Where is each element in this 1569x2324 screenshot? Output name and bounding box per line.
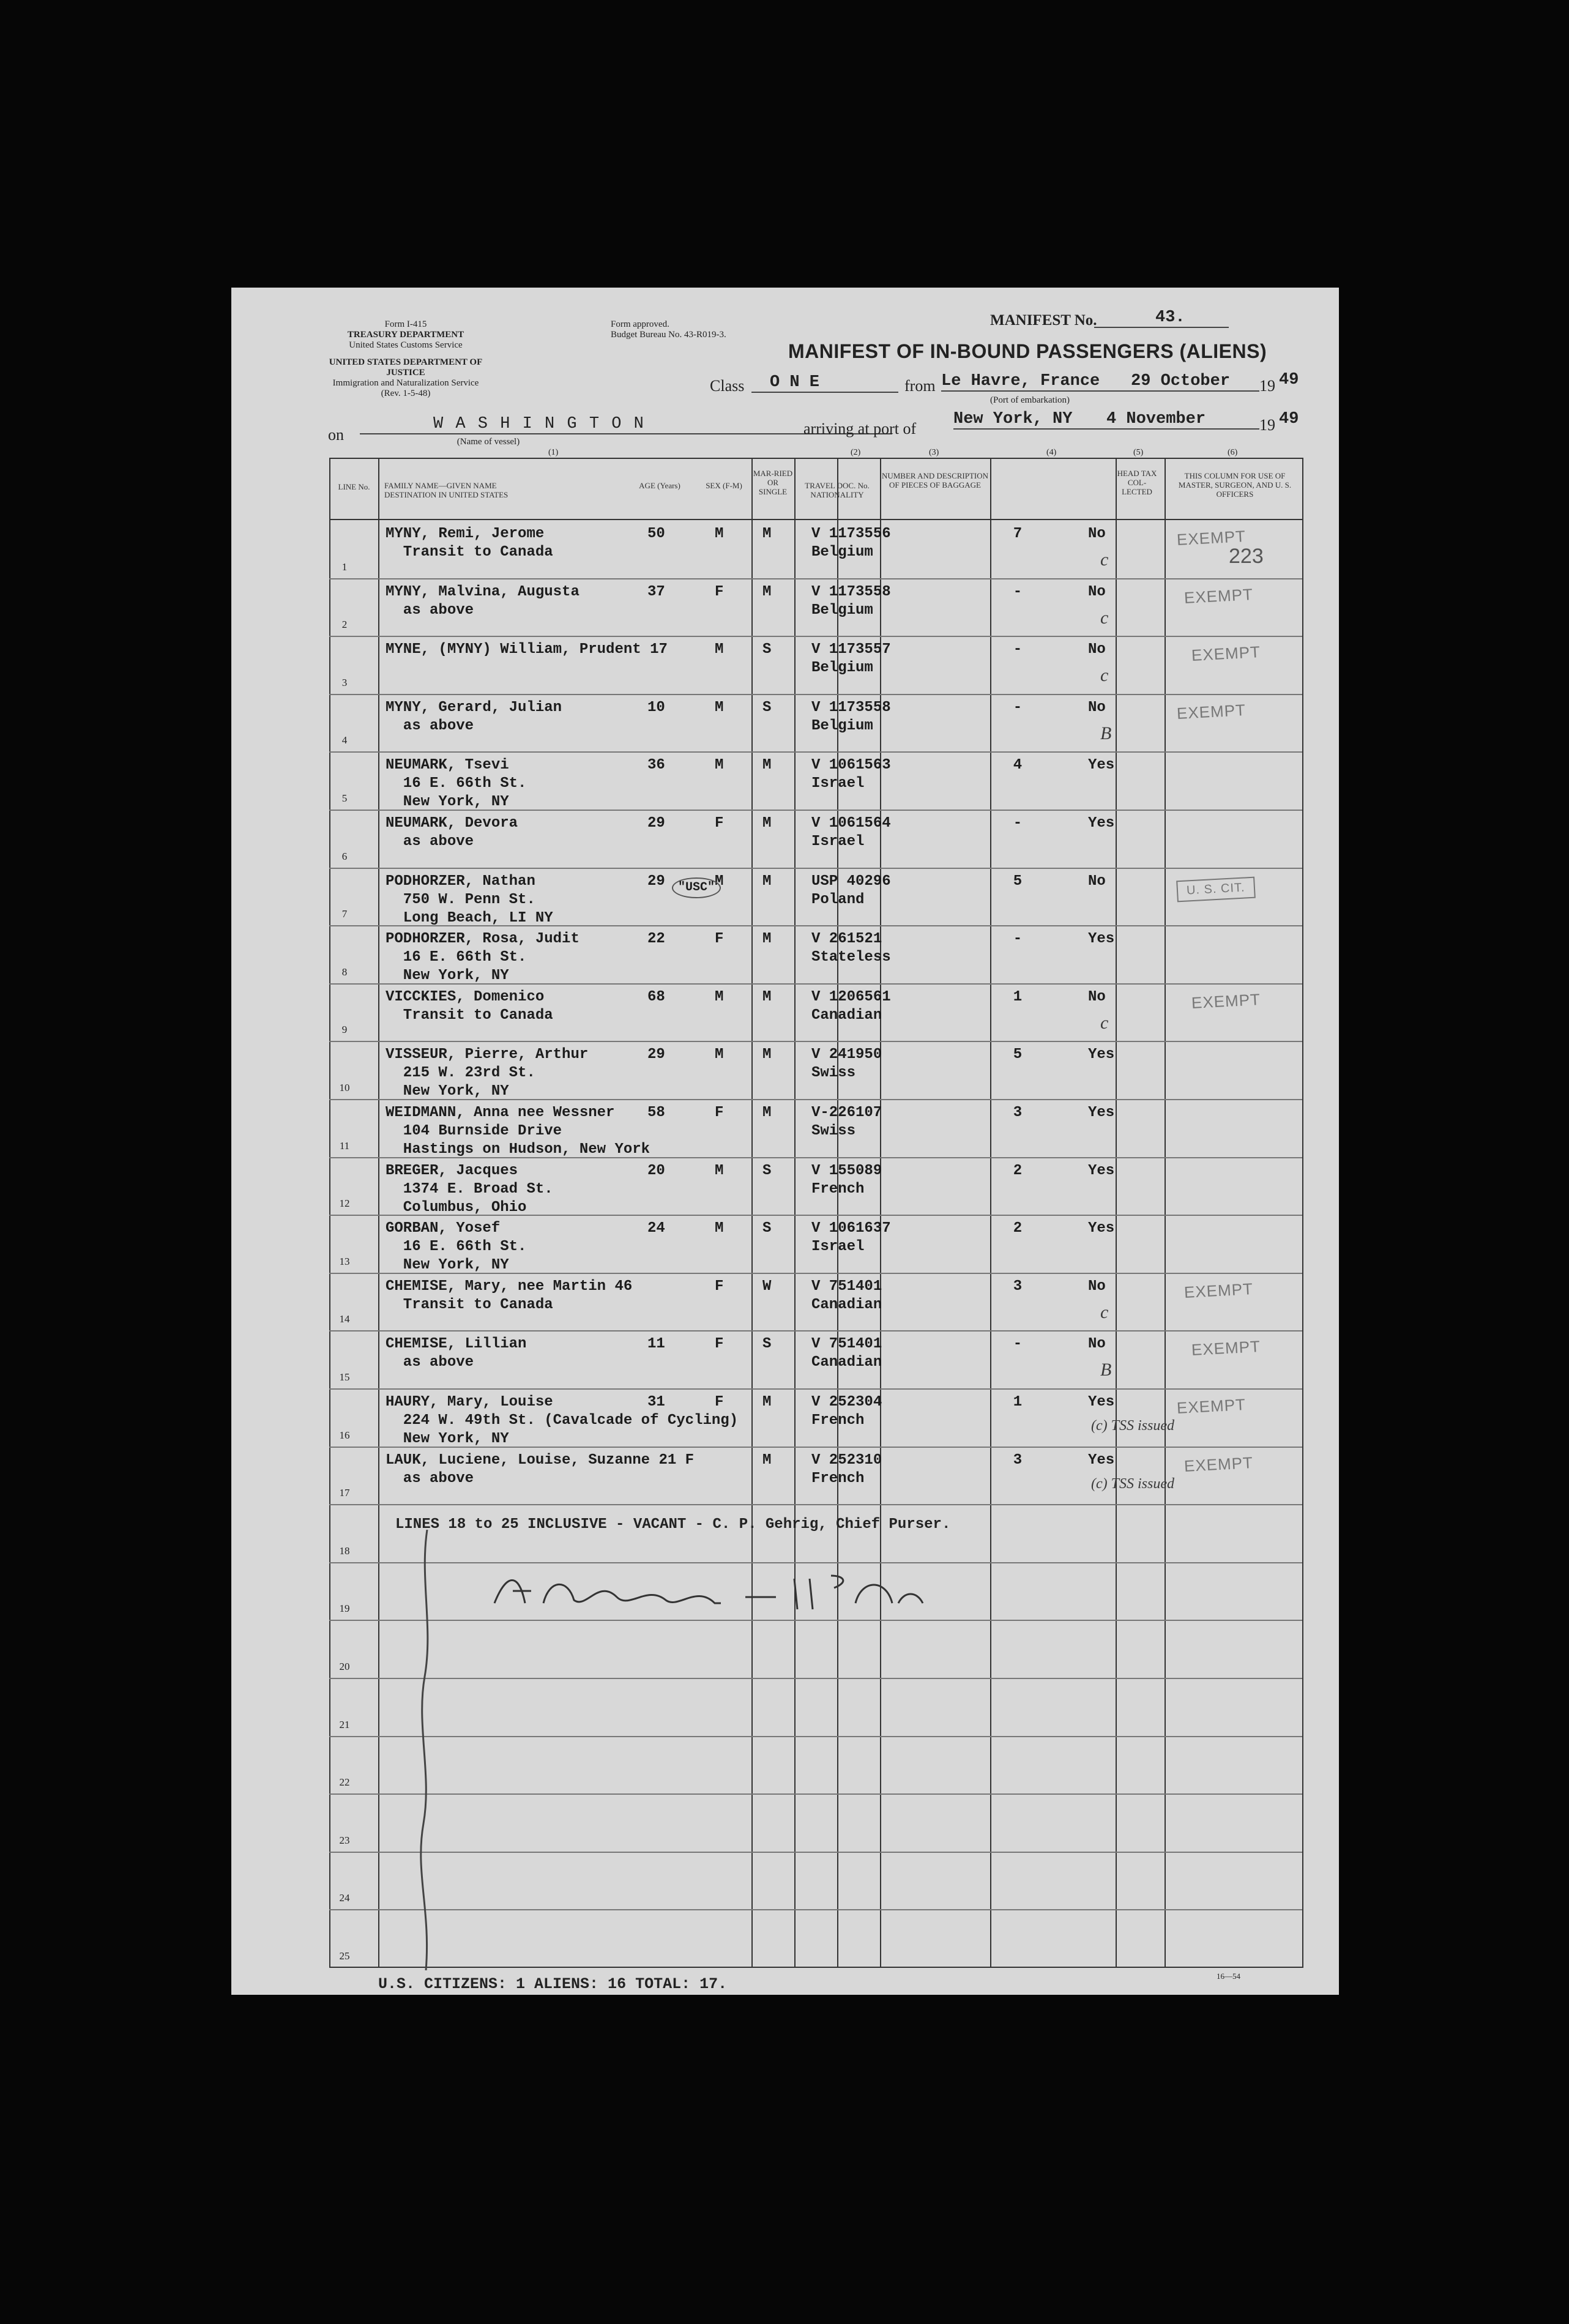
row-divider [329, 694, 1302, 695]
head-tax: Yes [1088, 1394, 1115, 1410]
row-divider [329, 1678, 1302, 1679]
year-prefix-2: 19 [1259, 416, 1275, 434]
passenger-age: 36 [647, 757, 665, 774]
line-number: 10 [339, 1082, 350, 1093]
vacant-lines-note: LINES 18 to 25 INCLUSIVE - VACANT - C. P. Gehrig, Chief Purser. [395, 1516, 951, 1533]
passenger-name: MYNY, Gerard, Julian as above [386, 699, 562, 734]
col-number-3: (3) [929, 448, 939, 457]
marital-status: M [762, 1104, 772, 1121]
passenger-name: GORBAN, Yosef 16 E. 66th St. New York, NY [386, 1220, 527, 1274]
passenger-age: 31 [647, 1394, 665, 1410]
travel-doc: V 252310 French [811, 1451, 882, 1487]
exempt-stamp: EXEMPT [1176, 1395, 1247, 1417]
line-number: 4 [341, 734, 348, 747]
travel-doc: V 1061564 Israel [811, 815, 891, 850]
travel-doc: USP 40296 Poland [811, 873, 891, 908]
passenger-name: VICCKIES, Domenico Transit to Canada [386, 988, 553, 1024]
travel-doc: V 252304 French [811, 1394, 882, 1429]
travel-doc: V 261521 Stateless [811, 931, 891, 966]
form-header-justice [323, 357, 488, 399]
col-divider [1165, 458, 1166, 1968]
col-divider [990, 458, 991, 1968]
marital-status: M [762, 1394, 772, 1410]
officer-mark: c [1100, 607, 1109, 628]
officer-mark: B [1100, 723, 1112, 743]
travel-doc: V 751401 Canadian [811, 1336, 882, 1371]
row-divider [329, 1793, 1302, 1795]
head-tax: No [1088, 988, 1106, 1005]
class-value: O N E [751, 373, 898, 393]
baggage-count: - [1013, 931, 1023, 948]
passenger-sex: F [715, 583, 724, 600]
ins-service: Immigration and Naturalization Service [332, 378, 479, 388]
passenger-name: BREGER, Jacques 1374 E. Broad St. Columbus, Ohio [386, 1162, 553, 1216]
citizen-annotation: "USC" [672, 877, 721, 898]
head-tax: Yes [1088, 815, 1115, 832]
travel-doc: V 155089 French [811, 1162, 882, 1197]
baggage-count: 4 [1013, 757, 1023, 774]
col-divider [751, 458, 753, 1968]
line-number: 18 [339, 1544, 350, 1557]
col-number-5: (5) [1133, 448, 1144, 457]
exempt-stamp: EXEMPT [1191, 989, 1261, 1012]
treasury-dept: TREASURY DEPARTMENT [347, 330, 464, 340]
marital-status: S [762, 699, 772, 716]
baggage-count: 7 [1013, 526, 1023, 542]
row-divider [329, 578, 1302, 579]
col-number-1: (1) [548, 448, 559, 457]
line-number: 9 [341, 1024, 348, 1036]
line-number: 5 [341, 792, 348, 804]
passenger-sex: F [715, 815, 724, 832]
passenger-name: NEUMARK, Devora as above [386, 815, 518, 850]
passenger-sex: M [715, 1162, 724, 1179]
travel-doc: V 1173558 Belgium [811, 583, 891, 619]
col-divider [880, 458, 881, 1968]
embarkation-port: Le Havre, France [941, 372, 1119, 392]
passenger-name: MYNY, Remi, Jerome Transit to Canada [386, 526, 553, 561]
line-number: 24 [339, 1892, 350, 1904]
footer-totals: U.S. CITIZENS: 1 ALIENS: 16 TOTAL: 17. [378, 1975, 728, 1993]
baggage-count: 1 [1013, 988, 1023, 1005]
col-divider [794, 458, 796, 1968]
passenger-age: 50 [647, 526, 665, 542]
passenger-age: 22 [647, 931, 665, 948]
passenger-name: MYNY, Malvina, Augusta as above [386, 583, 580, 619]
officer-mark: c [1100, 665, 1109, 686]
baggage-count: 5 [1013, 873, 1023, 890]
head-tax: No [1088, 583, 1106, 600]
row-divider [329, 1852, 1302, 1853]
officer-mark: c [1100, 549, 1109, 570]
head-tax: Yes [1088, 1451, 1115, 1469]
manifest-page [231, 288, 1339, 1995]
travel-doc: V 751401 Canadian [811, 1278, 882, 1313]
line-number: 8 [341, 966, 348, 978]
travel-doc: V 1173558 Belgium [811, 699, 891, 734]
passenger-name: HAURY, Mary, Louise 224 W. 49th St. (Cavalcade of Cycling) New York, NY [386, 1394, 739, 1447]
embarkation-date: 29 October [1119, 372, 1259, 392]
line-number: 1 [341, 561, 348, 573]
row-divider [329, 1562, 1302, 1563]
passenger-age: 20 [647, 1162, 665, 1179]
row-divider [329, 1330, 1302, 1331]
passenger-age: 10 [647, 699, 665, 716]
arriving-label: arriving at port of [803, 420, 917, 438]
marital-status: S [762, 641, 772, 658]
passenger-name: NEUMARK, Tsevi 16 E. 66th St. New York, NY [386, 757, 527, 811]
line-number: 20 [339, 1661, 350, 1672]
passenger-sex: M [715, 873, 724, 890]
line-number: 23 [339, 1834, 350, 1846]
head-tax: No [1088, 641, 1106, 658]
baggage-count: 2 [1013, 1162, 1023, 1179]
passenger-name: PODHORZER, Nathan 750 W. Penn St. Long Beach, LI NY [386, 873, 553, 926]
passenger-sex: M [715, 526, 724, 542]
col-header-sex: SEX (F-M) [706, 481, 742, 490]
line-number: 3 [341, 676, 348, 688]
baggage-count: 3 [1013, 1104, 1023, 1121]
manifest-no-label: MANIFEST No. [990, 312, 1097, 329]
head-tax: Yes [1088, 1104, 1115, 1121]
head-tax: Yes [1088, 757, 1115, 774]
travel-doc: V-226107 Swiss [811, 1104, 882, 1139]
col-number-6: (6) [1228, 448, 1238, 457]
passenger-name: VISSEUR, Pierre, Arthur 215 W. 23rd St. New York, NY [386, 1046, 589, 1100]
col-divider [837, 458, 838, 1968]
row-divider [329, 1504, 1302, 1505]
marital-status: M [762, 583, 772, 600]
passenger-sex: M [715, 641, 724, 658]
passenger-age: 29 [647, 873, 665, 890]
line-number: 22 [339, 1776, 350, 1789]
line-number: 11 [339, 1139, 350, 1152]
head-tax: No [1088, 1336, 1106, 1353]
passenger-sex: F [715, 1104, 724, 1121]
col-header-baggage: NUMBER AND DESCRIPTION OF PIECES OF BAGGAGE [881, 471, 989, 490]
passenger-name: CHEMISE, Lillian as above [386, 1336, 527, 1371]
line-number: 12 [339, 1197, 350, 1210]
approval-note [611, 319, 794, 340]
passenger-sex: M [715, 1046, 724, 1063]
passenger-sex: M [715, 699, 724, 716]
passenger-sex: F [715, 1394, 724, 1410]
revision-date: (Rev. 1-5-48) [381, 389, 431, 398]
row-divider [329, 636, 1302, 637]
marital-status: S [762, 1220, 772, 1237]
row-divider [329, 1736, 1302, 1737]
baggage-count: - [1013, 1336, 1023, 1353]
baggage-count: - [1013, 583, 1023, 600]
line-number: 17 [339, 1487, 350, 1499]
line-number: 19 [339, 1603, 350, 1615]
exempt-stamp: EXEMPT [1183, 1279, 1254, 1302]
marital-status: M [762, 931, 772, 948]
exempt-stamp: EXEMPT [1183, 1453, 1254, 1475]
officer-mark: c [1100, 1012, 1109, 1033]
exempt-stamp: EXEMPT [1191, 642, 1261, 665]
line-number: 6 [341, 850, 348, 862]
form-header-left [323, 319, 488, 351]
col-divider [378, 458, 379, 1968]
marital-status: M [762, 526, 772, 542]
exempt-stamp: EXEMPT [1176, 527, 1247, 549]
officer-mark: B [1100, 1360, 1112, 1380]
baggage-count: 2 [1013, 1220, 1023, 1237]
officer-mark: c [1100, 1302, 1109, 1322]
footer-code: 16—54 [1217, 1972, 1240, 1981]
passenger-name: PODHORZER, Rosa, Judit 16 E. 66th St. New York, NY [386, 931, 580, 985]
passenger-name: CHEMISE, Mary, nee Martin 46 Transit to Canada [386, 1278, 633, 1313]
officer-mark: (c) TSS issued [1091, 1475, 1174, 1492]
travel-doc: V 1206561 Canadian [811, 988, 891, 1024]
inspector-signature [488, 1566, 929, 1628]
line-number: 25 [339, 1950, 350, 1962]
year-1: 49 [1279, 371, 1299, 389]
head-tax: No [1088, 1278, 1106, 1295]
passenger-sex: M [715, 1220, 724, 1237]
manifest-title: MANIFEST OF IN-BOUND PASSENGERS (ALIENS) [788, 340, 1267, 362]
line-number: 2 [341, 619, 348, 631]
passenger-age: 37 [647, 583, 665, 600]
marital-status: M [762, 1451, 772, 1469]
class-label: Class [710, 377, 745, 395]
travel-doc: V 241950 Swiss [811, 1046, 882, 1082]
line-number: 14 [339, 1313, 350, 1325]
form-approved: Form approved. [611, 319, 669, 329]
baggage-count: 3 [1013, 1451, 1023, 1469]
row-divider [329, 751, 1302, 753]
col-header-head-tax: HEAD TAX COL-LECTED [1117, 469, 1157, 496]
row-divider [329, 1388, 1302, 1390]
passenger-age: 24 [647, 1220, 665, 1237]
line-number: 13 [339, 1255, 350, 1267]
passenger-age: 68 [647, 988, 665, 1005]
passenger-age: 11 [647, 1336, 665, 1353]
passenger-age: 58 [647, 1104, 665, 1121]
marital-status: M [762, 815, 772, 832]
travel-doc: V 1061563 Israel [811, 757, 891, 792]
from-label: from [904, 377, 936, 395]
passenger-name: WEIDMANN, Anna nee Wessner 104 Burnside Drive Hastings on Hudson, New York [386, 1104, 650, 1158]
col-number-4: (4) [1046, 448, 1057, 457]
exempt-stamp: EXEMPT [1183, 584, 1254, 607]
us-citizen-stamp: U. S. CIT. [1176, 876, 1255, 902]
vessel-caption: (Name of vessel) [457, 437, 520, 447]
baggage-count: - [1013, 815, 1023, 832]
passenger-sex: M [715, 988, 724, 1005]
passenger-sex: M [715, 757, 724, 774]
marital-status: S [762, 1336, 772, 1353]
travel-doc: V 1173557 Belgium [811, 641, 891, 677]
col-number-2: (2) [851, 448, 861, 457]
col-header-name: FAMILY NAME—GIVEN NAME DESTINATION IN UNITED STATES [384, 481, 509, 499]
line-number: 21 [339, 1718, 350, 1730]
head-tax: Yes [1088, 1046, 1115, 1063]
baggage-count: - [1013, 699, 1023, 716]
customs-service: United States Customs Service [349, 340, 463, 350]
baggage-count: 1 [1013, 1394, 1023, 1410]
row-divider [329, 1041, 1302, 1042]
head-tax: Yes [1088, 931, 1115, 948]
passenger-age: 29 [647, 815, 665, 832]
on-label: on [328, 426, 344, 444]
page-stamp-number: 223 [1229, 545, 1264, 568]
baggage-count: 5 [1013, 1046, 1023, 1063]
row-divider [329, 1909, 1302, 1910]
year-2: 49 [1279, 410, 1299, 428]
marital-status: M [762, 757, 772, 774]
officer-mark: (c) TSS issued [1091, 1418, 1174, 1434]
head-tax: Yes [1088, 1220, 1115, 1237]
head-tax: Yes [1088, 1162, 1115, 1179]
justice-dept: UNITED STATES DEPARTMENT OF JUSTICE [329, 357, 483, 378]
head-tax: No [1088, 873, 1106, 890]
vacant-strike-line [415, 1530, 439, 1970]
arrival-date: 4 November [1094, 410, 1259, 430]
marital-status: W [762, 1278, 772, 1295]
passenger-name: LAUK, Luciene, Louise, Suzanne 21 F as above [386, 1451, 695, 1487]
col-header-line: LINE No. [338, 482, 370, 491]
vessel-name: W A S H I N G T O N [360, 415, 892, 434]
line-number: 15 [339, 1371, 350, 1383]
passenger-sex: F [715, 1336, 724, 1353]
exempt-stamp: EXEMPT [1191, 1337, 1261, 1360]
line-number: 16 [339, 1429, 350, 1441]
head-tax: No [1088, 526, 1106, 542]
year-prefix-1: 19 [1259, 377, 1275, 395]
passenger-sex: F [715, 931, 724, 948]
marital-status: M [762, 1046, 772, 1063]
head-tax: No [1088, 699, 1106, 716]
exempt-stamp: EXEMPT [1176, 700, 1247, 723]
header-rule [329, 519, 1303, 520]
col-header-travel-doc: TRAVEL DOC. No. NATIONALITY [805, 481, 870, 499]
col-divider [1116, 458, 1117, 1968]
marital-status: S [762, 1162, 772, 1179]
col-header-age: AGE (Years) [639, 481, 680, 490]
col-header-officers: THIS COLUMN FOR USE OF MASTER, SURGEON, AND U. S. OFFICERS [1178, 471, 1292, 499]
passenger-sex: F [715, 1278, 724, 1295]
passenger-name: MYNE, (MYNY) William, Prudent 17 [386, 641, 668, 658]
marital-status: M [762, 873, 772, 890]
travel-doc: V 1173556 Belgium [811, 526, 891, 561]
budget-bureau: Budget Bureau No. 43-R019-3. [611, 330, 726, 340]
baggage-count: - [1013, 641, 1023, 658]
passenger-age: 29 [647, 1046, 665, 1063]
manifest-no: 43. [1094, 308, 1229, 328]
travel-doc: V 1061637 Israel [811, 1220, 891, 1256]
marital-status: M [762, 988, 772, 1005]
row-divider [329, 868, 1302, 869]
arrival-port: New York, NY [953, 410, 1094, 430]
baggage-count: 3 [1013, 1278, 1023, 1295]
line-number: 7 [341, 908, 348, 920]
col-header-married: MAR-RIED OR SINGLE [753, 469, 793, 496]
form-number: Form I-415 [384, 319, 427, 329]
port-embarkation-caption: (Port of embarkation) [990, 395, 1070, 405]
